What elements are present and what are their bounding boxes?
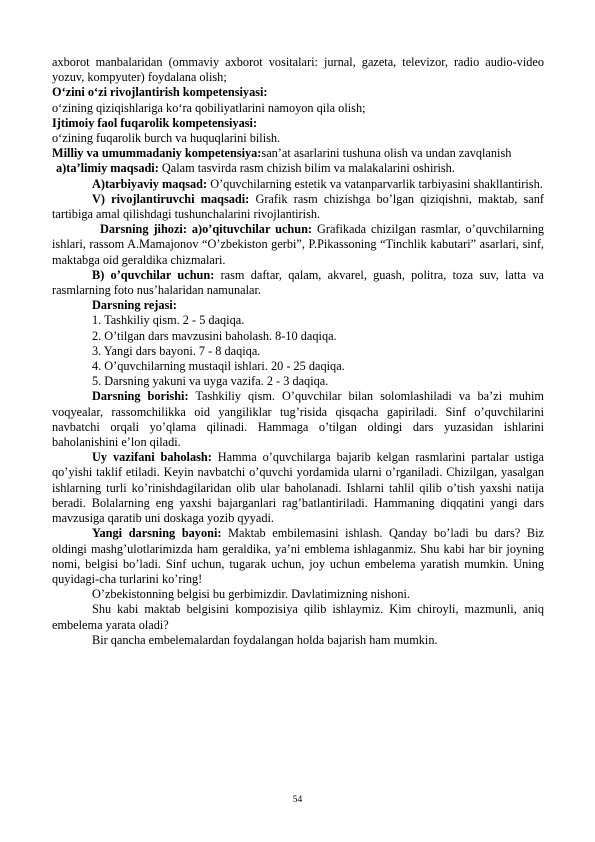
document-body xyxy=(52,55,544,648)
goal-educational-text: Qalam tasvirda rasm chizish bilim va malakalarini oshirish. xyxy=(158,161,455,176)
homework-evaluation-label: Uy vazifani baholash: xyxy=(92,450,212,465)
paragraph-school-emblem: Shu kabi maktab belgisini kompozisiya qilib ishlaymiz. Kim chiroyli, mazmunli, aniq embelema yarata oladi? xyxy=(52,602,544,632)
lesson-plan-item: 3. Yangi dars bayoni. 7 - 8 daqiqa. xyxy=(92,343,261,358)
lesson-plan-item: 5. Darsning yakuni va uyga vazifa. 2 - 3 daqiqa. xyxy=(92,374,329,389)
goal-educational-label: a)ta’limiy maqsadi: xyxy=(56,161,159,176)
goal-upbringing-text: O’quvchilarning estetik va vatanparvarlik tarbiyasini shakllantirish. xyxy=(207,176,543,191)
equipment-students-label: B) o’quvchilar uchun: xyxy=(92,267,215,282)
lesson-plan-item: 4. O’quvchilarning mustaqil ishlari. 20 - 25 daqiqa. xyxy=(92,359,345,374)
lesson-plan-item: 1. Tashkiliy qism. 2 - 5 daqiqa. xyxy=(92,313,245,328)
lesson-plan xyxy=(52,298,544,389)
new-lesson-text: Maktab embilemasini ishlash. Qanday bo’ladi bu dars? Biz oldingi mashg’ulotlarimizda ham geraldika, ya’ni emblema ishlaganmiz. Shu kabi har bir joyning nomi, belgisi bo’ladi. Sinf uchun, tugarak uchun, joy uchun embelema yaratish mumkin. Uning quyidagi-cha turlarini ko’ring! xyxy=(52,526,544,586)
paragraph-national-culture xyxy=(52,146,544,161)
goal-developmental xyxy=(52,192,544,222)
goal-upbringing-label: A)tarbiyaviy maqsad: xyxy=(92,176,208,191)
paragraph-multiple-emblems: Bir qancha embelemalardan foydalangan holda bajarish ham mumkin. xyxy=(92,632,438,647)
lesson-process-label: Darsning borishi: xyxy=(92,389,189,404)
equipment-teachers-text: Grafikada chizilgan rasmlar, o’quvchilarning ishlari, rassom A.Mamajonov “O’zbekiston gerbi”, P.Pikassoning “Tinchlik kabutari” asarlari, sinf, maktabga oid geraldika chizmalari. xyxy=(52,222,544,267)
paragraph-media-sources: axborot manbalaridan (ommaviy axborot vositalari: jurnal, gazeta, televizor, radio audio-video yozuv, kompyuter) foydalana olish; xyxy=(52,55,544,85)
goal-upbringing xyxy=(52,177,544,192)
equipment-teachers xyxy=(52,222,544,268)
homework-evaluation xyxy=(52,450,544,526)
homework-evaluation-text: Hamma o’quvchilarga bajarib kelgan rasmlarini partalar ustiga qo’yishi taklif etiladi. Keyin navbatchi o’quvchi yordamida ularni o’rganiladi. Chizilgan, yasalgan ishlarning turli ko’rinishdagilaridan olib ular baholanadi. Ishlarni tahlil qilib o’tish yaxshi natija beradi. Bolalarning eng yaxshi bajarganlari rag’batlantiriladi. Hammaning diqqatini yangi dars mavzusiga qaratib uni doskaga yozib qyyadi. xyxy=(52,450,545,526)
paragraph-civic-duties: o‘zining fuqarolik burch va huquqlarini bilish. xyxy=(52,131,281,146)
lesson-process-text: Tashkiliy qism. O’quvchilar bilan solomlashiladi va ba’zi muhim voqyealar, rassomchilikka oid yangiliklar tug’risida qisqacha gapiriladi. Sinf o’quvchilarini navbatchi orqali yo’qlama qilinadi. Hammaga o’tilgan oldingi dars yuzasidan ishlarini baholanishini e’lon qiladi. xyxy=(52,389,544,450)
goal-developmental-label: V) rivojlantiruvchi maqsadi: xyxy=(92,191,250,206)
heading-national-culture: Milliy va umummadaniy kompetensiya: xyxy=(52,146,262,161)
lesson-process xyxy=(52,389,544,450)
equipment-students xyxy=(52,268,544,298)
national-culture-text: san’at asarlarini tushuna olish va undan zavqlanish xyxy=(261,146,512,161)
page-number: 54 xyxy=(292,795,303,805)
lesson-plan-item: 2. O’tilgan dars mavzusini baholash. 8-10 daqiqa. xyxy=(92,328,337,343)
lesson-plan-title: Darsning rejasi: xyxy=(92,298,177,313)
goal-developmental-text: Grafik rasm chizishga bo’lgan qiziqishni, maktab, sanf tartibiga amal qilishdagi tushunchalarini rivojlantirish. xyxy=(52,191,544,222)
goal-educational xyxy=(52,161,544,176)
paragraph-interests: o‘zining qiziqishlariga ko‘ra qobiliyatlarini namoyon qila olish; xyxy=(52,100,366,115)
paragraph-coat-of-arms: O’zbekistonning belgisi bu gerbimizdir. Davlatimizning nishoni. xyxy=(92,587,410,602)
new-lesson xyxy=(52,526,544,587)
new-lesson-label: Yangi darsning bayoni: xyxy=(92,526,222,541)
equipment-teachers-label: Darsning jihozi: a)o’qituvchilar uchun: xyxy=(100,222,313,237)
heading-civic-competence: Ijtimoiy faol fuqarolik kompetensiyasi: xyxy=(52,115,258,130)
heading-self-development: O‘zini o‘zi rivojlantirish kompetensiyasi: xyxy=(52,85,268,100)
equipment-students-text: rasm daftar, qalam, akvarel, guash, politra, toza suv, latta va rasmlarning foto nus’halaridan namunalar. xyxy=(52,267,544,298)
